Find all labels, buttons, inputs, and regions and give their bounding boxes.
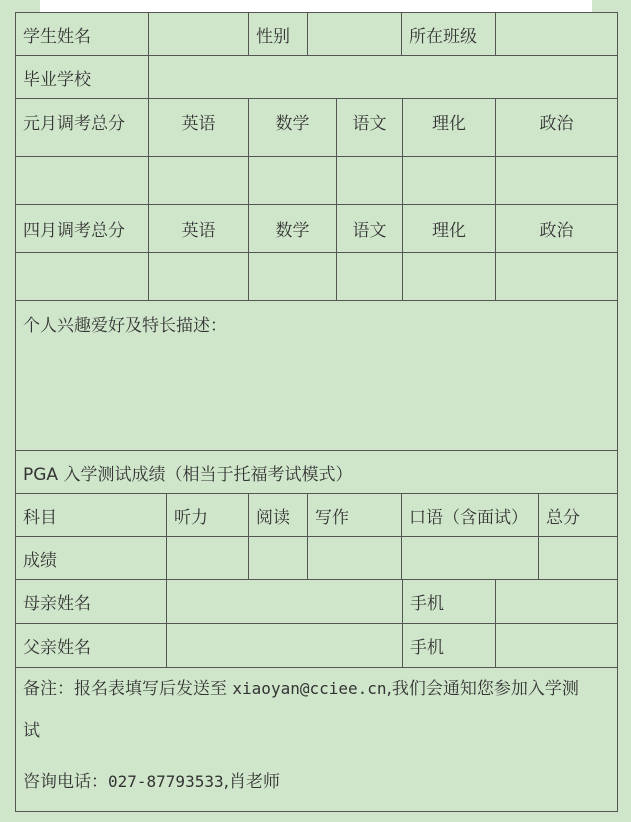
row-school [16, 56, 618, 99]
april-subject-politics: 政治 [496, 205, 618, 253]
interests-field[interactable] [16, 301, 618, 451]
note-line-1 [23, 668, 610, 710]
interests-label: 个人兴趣爱好及特长描述： [23, 316, 227, 336]
contact-phone[interactable]: 027-87793533 [108, 772, 224, 791]
father-name-field[interactable] [167, 624, 403, 668]
april-subject-chinese: 语文 [337, 205, 403, 253]
student-name-label: 学生姓名 [16, 13, 149, 56]
notes-cell [16, 668, 618, 812]
january-subject-math: 数学 [249, 99, 337, 157]
pga-reading-label: 阅读 [249, 494, 308, 537]
school-field[interactable] [149, 56, 618, 99]
row-april-header [16, 205, 618, 253]
april-politics-field[interactable] [496, 253, 618, 301]
pga-listening-label: 听力 [167, 494, 249, 537]
january-subject-politics: 政治 [496, 99, 618, 157]
row-father [16, 624, 618, 668]
pga-listening-field[interactable] [167, 537, 249, 580]
father-phone-field[interactable] [496, 624, 618, 668]
top-strip-left [0, 0, 40, 12]
note-suffix-1: ,我们会通知您参加入学测 [386, 679, 579, 699]
january-total-field[interactable] [16, 157, 149, 205]
mother-name-label: 母亲姓名 [16, 580, 167, 624]
father-phone-label: 手机 [403, 624, 496, 668]
form-bottom [0, 812, 631, 822]
april-subject-math: 数学 [249, 205, 337, 253]
row-pga-subjects [16, 494, 618, 537]
mother-name-field[interactable] [167, 580, 403, 624]
january-science-field[interactable] [403, 157, 496, 205]
january-total-label: 元月调考总分 [16, 99, 149, 157]
contact-suffix: ,肖老师 [223, 772, 280, 792]
pga-reading-field[interactable] [249, 537, 308, 580]
april-subject-english: 英语 [149, 205, 249, 253]
april-subject-science: 理化 [403, 205, 496, 253]
mother-phone-label: 手机 [403, 580, 496, 624]
april-math-field[interactable] [249, 253, 337, 301]
april-science-field[interactable] [403, 253, 496, 301]
mother-phone-field[interactable] [496, 580, 618, 624]
pga-total-label: 总分 [539, 494, 618, 537]
class-label: 所在班级 [402, 13, 496, 56]
pga-speaking-field[interactable] [402, 537, 539, 580]
pga-score-label: 成绩 [16, 537, 167, 580]
january-english-field[interactable] [149, 157, 249, 205]
january-subject-chinese: 语文 [337, 99, 403, 157]
january-subject-science: 理化 [403, 99, 496, 157]
january-politics-field[interactable] [496, 157, 618, 205]
note-prefix: 备注：报名表填写后发送至 [23, 679, 233, 699]
row-pga-scores [16, 537, 618, 580]
pga-writing-label: 写作 [308, 494, 402, 537]
contact-line [23, 770, 610, 794]
january-chinese-field[interactable] [337, 157, 403, 205]
april-total-field[interactable] [16, 253, 149, 301]
gender-field[interactable] [308, 13, 402, 56]
row-interests [16, 301, 618, 451]
row-april-scores [16, 253, 618, 301]
row-notes [16, 668, 618, 812]
row-student-info [16, 13, 618, 56]
father-name-label: 父亲姓名 [16, 624, 167, 668]
class-field[interactable] [496, 13, 618, 56]
note-email[interactable]: xiaoyan@cciee.cn [232, 679, 387, 698]
registration-form [15, 12, 618, 812]
top-strip [0, 0, 631, 12]
gender-label: 性别 [249, 13, 308, 56]
note-suffix-2: 试 [23, 721, 40, 741]
pga-writing-field[interactable] [308, 537, 402, 580]
top-strip-right [592, 0, 631, 12]
row-pga-title [16, 451, 618, 494]
pga-title: PGA 入学测试成绩（相当于托福考试模式） [16, 451, 618, 494]
pga-total-field[interactable] [539, 537, 618, 580]
school-label: 毕业学校 [16, 56, 149, 99]
student-name-field[interactable] [149, 13, 249, 56]
contact-prefix: 咨询电话： [23, 772, 108, 792]
january-subject-english: 英语 [149, 99, 249, 157]
april-english-field[interactable] [149, 253, 249, 301]
pga-speaking-label: 口语（含面试） [402, 494, 539, 537]
pga-subject-label: 科目 [16, 494, 167, 537]
april-chinese-field[interactable] [337, 253, 403, 301]
april-total-label: 四月调考总分 [16, 205, 149, 253]
row-january-scores [16, 157, 618, 205]
row-mother [16, 580, 618, 624]
row-january-header [16, 99, 618, 157]
january-math-field[interactable] [249, 157, 337, 205]
